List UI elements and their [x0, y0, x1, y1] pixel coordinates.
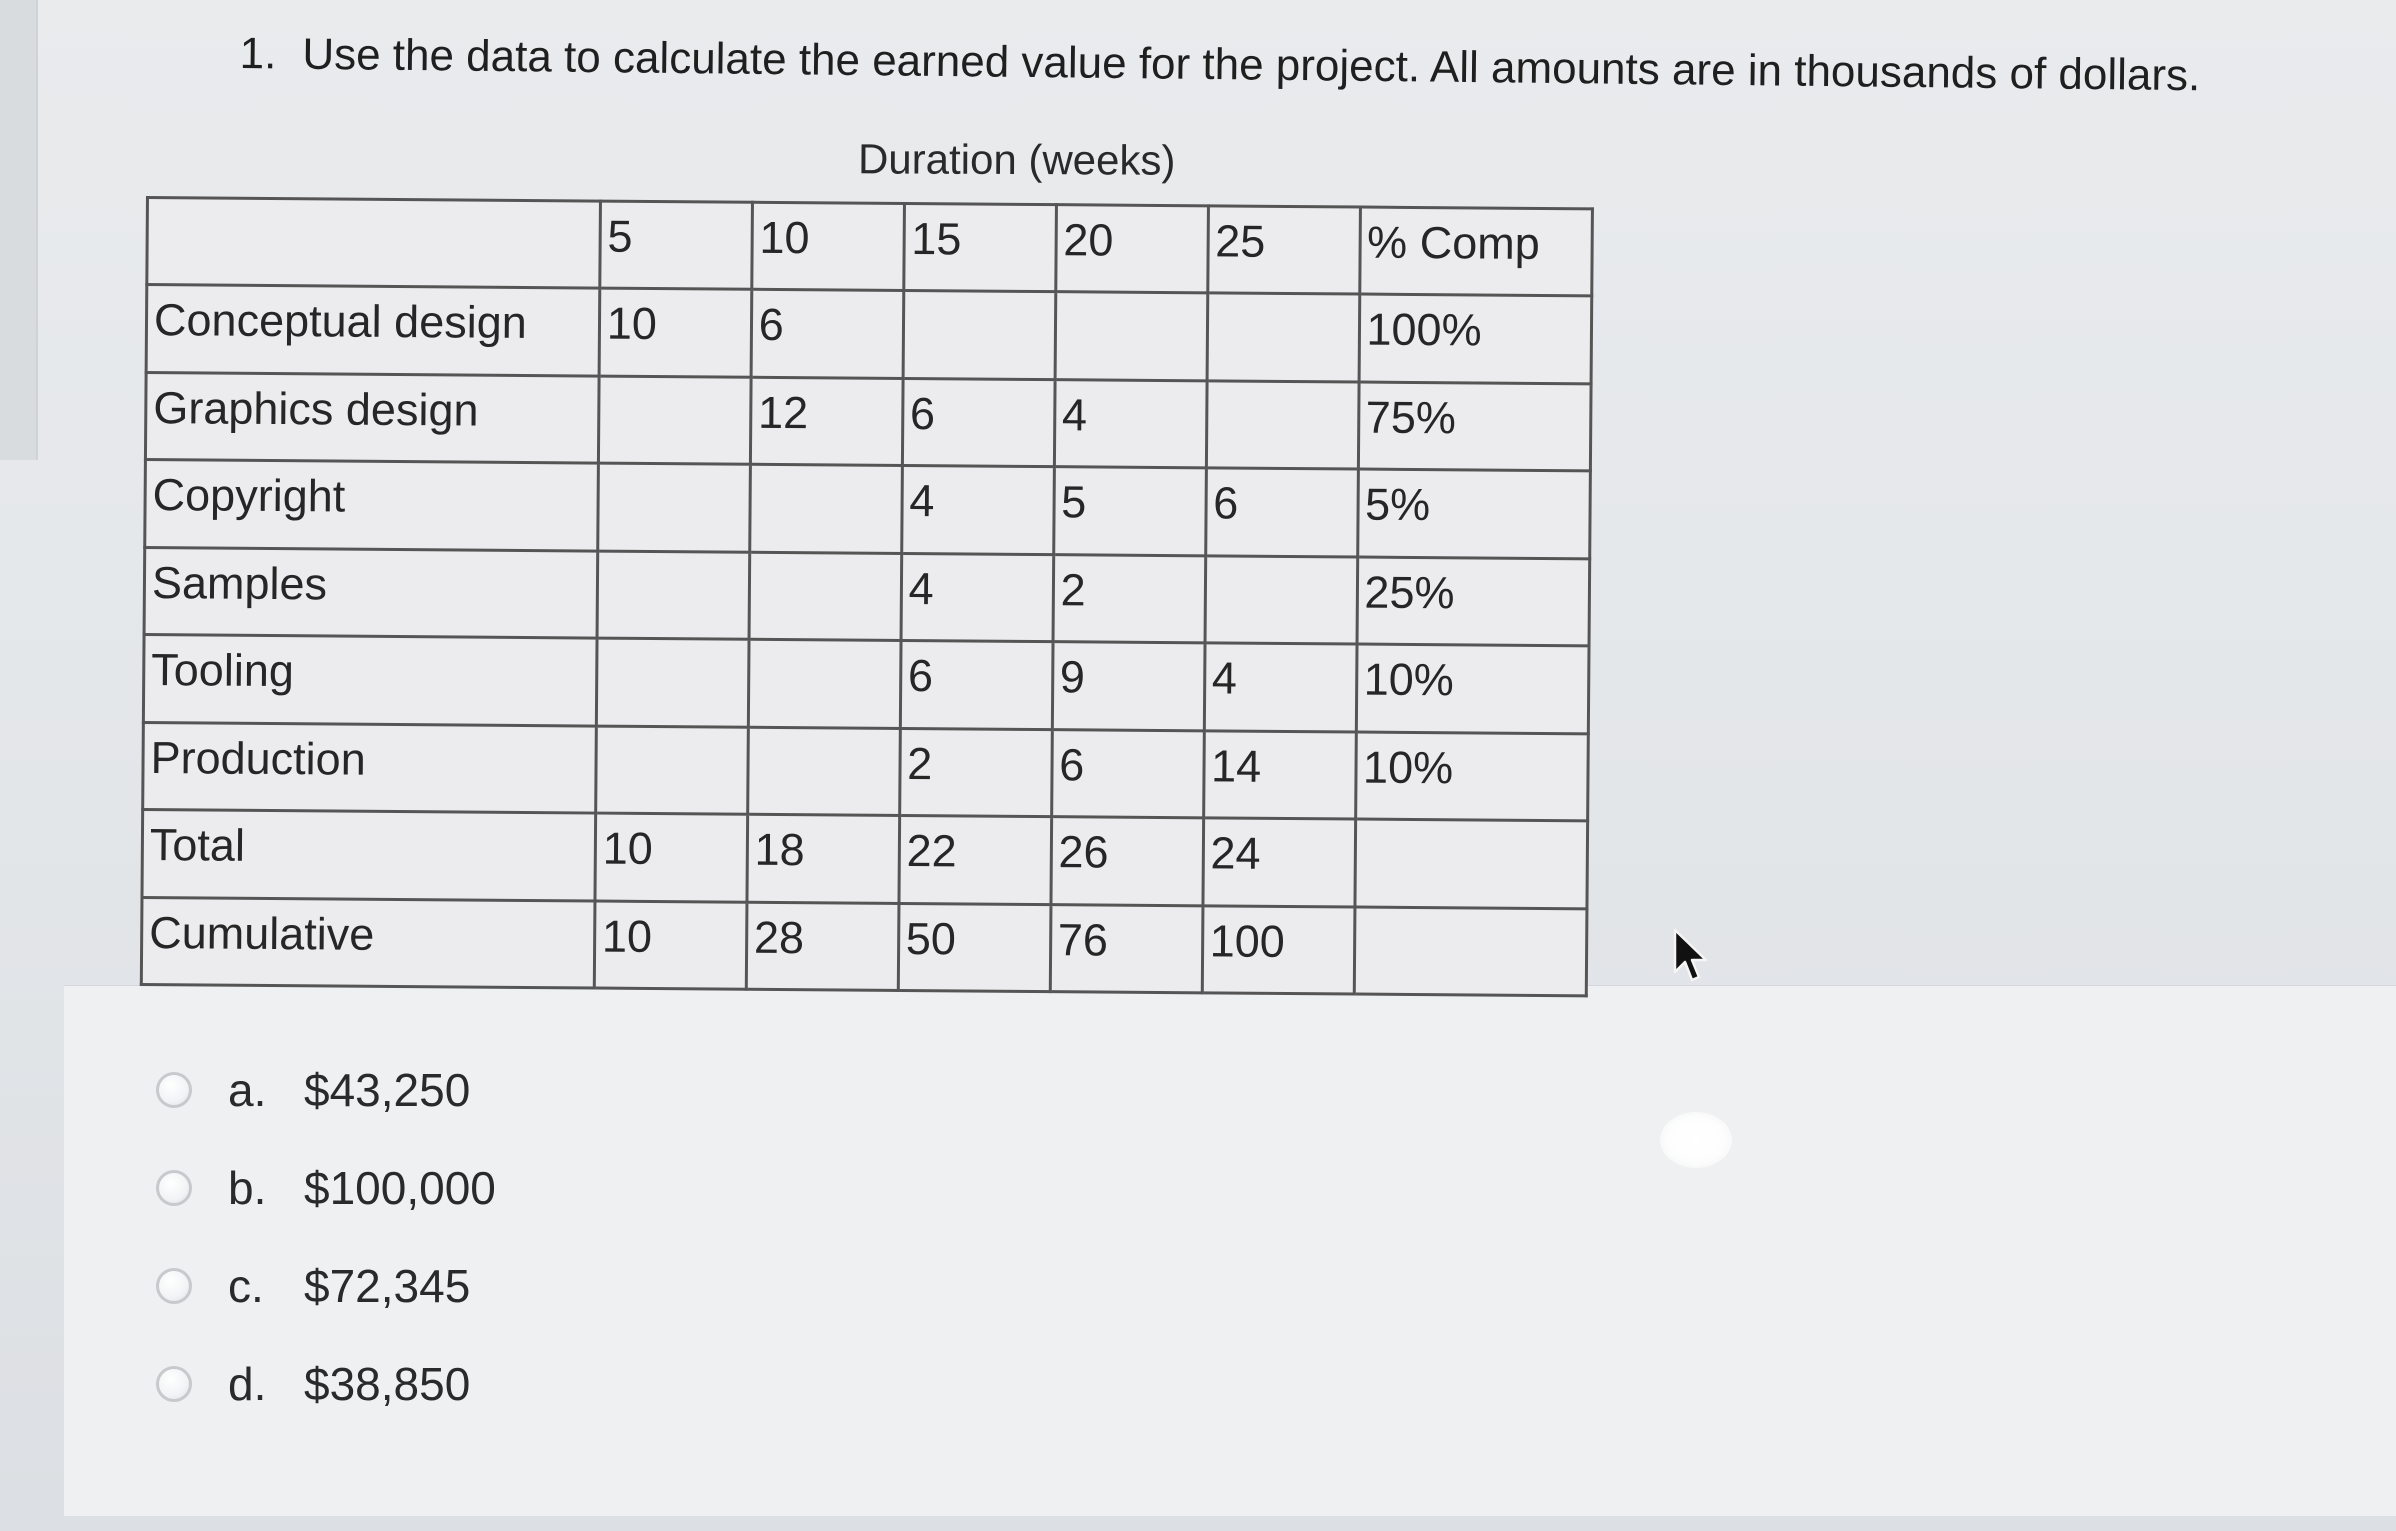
table-row	[144, 547, 1590, 646]
week-value-cell	[1205, 556, 1358, 645]
row-label: Tooling	[143, 635, 596, 726]
radio-button-icon[interactable]	[156, 1072, 192, 1108]
row-label: Samples	[144, 547, 597, 638]
header-cell: 10	[752, 202, 905, 291]
week-value-cell	[597, 551, 750, 640]
week-value-cell: 4	[1204, 643, 1357, 732]
percent-complete-cell: 5%	[1357, 469, 1590, 558]
table-header-row	[147, 198, 1593, 297]
question-text	[239, 24, 2200, 106]
option-value: $100,000	[304, 1162, 496, 1214]
week-value-cell: 12	[750, 377, 903, 466]
option-value: $38,850	[304, 1358, 471, 1410]
week-value-cell: 10	[595, 813, 748, 902]
week-value-cell: 4	[901, 466, 1054, 555]
header-cell: 15	[903, 203, 1056, 292]
question-body: Use the data to calculate the earned value for the project. All amounts are in thousands of dollars.	[302, 29, 2201, 101]
radio-button-icon[interactable]	[156, 1170, 192, 1206]
header-cell: 5	[600, 201, 753, 290]
header-cell	[147, 198, 600, 289]
duration-table-wrapper	[140, 196, 1594, 997]
week-value-cell	[747, 727, 900, 816]
table-caption: Duration (weeks)	[857, 135, 1176, 184]
row-label: Conceptual design	[146, 285, 599, 376]
week-value-cell: 28	[746, 902, 899, 991]
week-value-cell: 5	[1053, 467, 1206, 556]
week-value-cell: 18	[747, 814, 900, 903]
week-value-cell: 2	[899, 728, 1052, 817]
row-label: Total	[142, 810, 595, 901]
mouse-pointer-icon	[1671, 928, 1711, 984]
option-value: $72,345	[304, 1260, 471, 1312]
week-value-cell	[598, 376, 751, 465]
answer-option-b[interactable]	[156, 1158, 496, 1218]
week-value-cell: 76	[1050, 904, 1203, 993]
week-value-cell	[595, 726, 748, 815]
header-cell: % Comp	[1359, 207, 1592, 296]
week-value-cell: 26	[1051, 817, 1204, 906]
percent-complete-cell	[1354, 819, 1587, 908]
answer-option-a[interactable]	[156, 1060, 496, 1120]
week-value-cell	[749, 552, 902, 641]
week-value-cell: 6	[1205, 468, 1358, 557]
radio-button-icon[interactable]	[156, 1268, 192, 1304]
week-value-cell: 10	[594, 901, 747, 990]
week-value-cell: 4	[1054, 380, 1207, 469]
week-value-cell: 50	[898, 903, 1051, 992]
week-value-cell: 2	[1053, 554, 1206, 643]
question-number: 1.	[239, 28, 277, 79]
table-row	[142, 810, 1588, 909]
week-value-cell	[749, 465, 902, 554]
table-row	[141, 897, 1587, 996]
percent-complete-cell	[1354, 907, 1587, 996]
table-body	[141, 198, 1592, 996]
week-value-cell: 6	[902, 378, 1055, 467]
answer-options	[156, 1060, 496, 1452]
row-label: Cumulative	[141, 897, 594, 988]
option-letter: b.	[228, 1162, 267, 1214]
week-value-cell	[1055, 292, 1208, 381]
percent-complete-cell: 100%	[1359, 294, 1592, 383]
week-value-cell	[598, 463, 751, 552]
week-value-cell	[903, 291, 1056, 380]
week-value-cell	[748, 639, 901, 728]
table-row	[145, 372, 1591, 471]
table-row	[143, 722, 1589, 821]
table-row	[146, 285, 1592, 384]
week-value-cell: 22	[899, 815, 1052, 904]
week-value-cell	[1206, 381, 1359, 470]
week-value-cell: 24	[1203, 818, 1356, 907]
week-value-cell: 100	[1202, 905, 1355, 994]
week-value-cell: 6	[751, 290, 904, 379]
option-value: $43,250	[304, 1064, 471, 1116]
table-row	[145, 460, 1591, 559]
week-value-cell: 10	[599, 289, 752, 378]
option-letter: a.	[228, 1064, 267, 1116]
option-letter: c.	[228, 1260, 264, 1312]
row-label: Production	[143, 722, 596, 813]
week-value-cell: 9	[1052, 642, 1205, 731]
radio-button-icon[interactable]	[156, 1366, 192, 1402]
week-value-cell	[1207, 293, 1360, 382]
header-cell: 20	[1055, 205, 1208, 294]
percent-complete-cell: 25%	[1357, 557, 1590, 646]
week-value-cell: 6	[900, 641, 1053, 730]
header-cell: 25	[1207, 206, 1360, 295]
duration-table	[140, 196, 1594, 997]
row-label: Copyright	[145, 460, 598, 551]
week-value-cell: 6	[1051, 729, 1204, 818]
week-value-cell: 4	[901, 553, 1054, 642]
screen-glare	[1660, 1112, 1732, 1168]
week-value-cell: 14	[1203, 730, 1356, 819]
table-row	[143, 635, 1589, 734]
percent-complete-cell: 10%	[1356, 644, 1589, 733]
week-value-cell	[596, 638, 749, 727]
row-label: Graphics design	[145, 372, 598, 463]
left-edge-shadow	[0, 0, 38, 460]
percent-complete-cell: 10%	[1355, 732, 1588, 821]
answer-option-d[interactable]	[156, 1354, 496, 1414]
percent-complete-cell: 75%	[1358, 382, 1591, 471]
answer-option-c[interactable]	[156, 1256, 496, 1316]
option-letter: d.	[228, 1358, 267, 1410]
